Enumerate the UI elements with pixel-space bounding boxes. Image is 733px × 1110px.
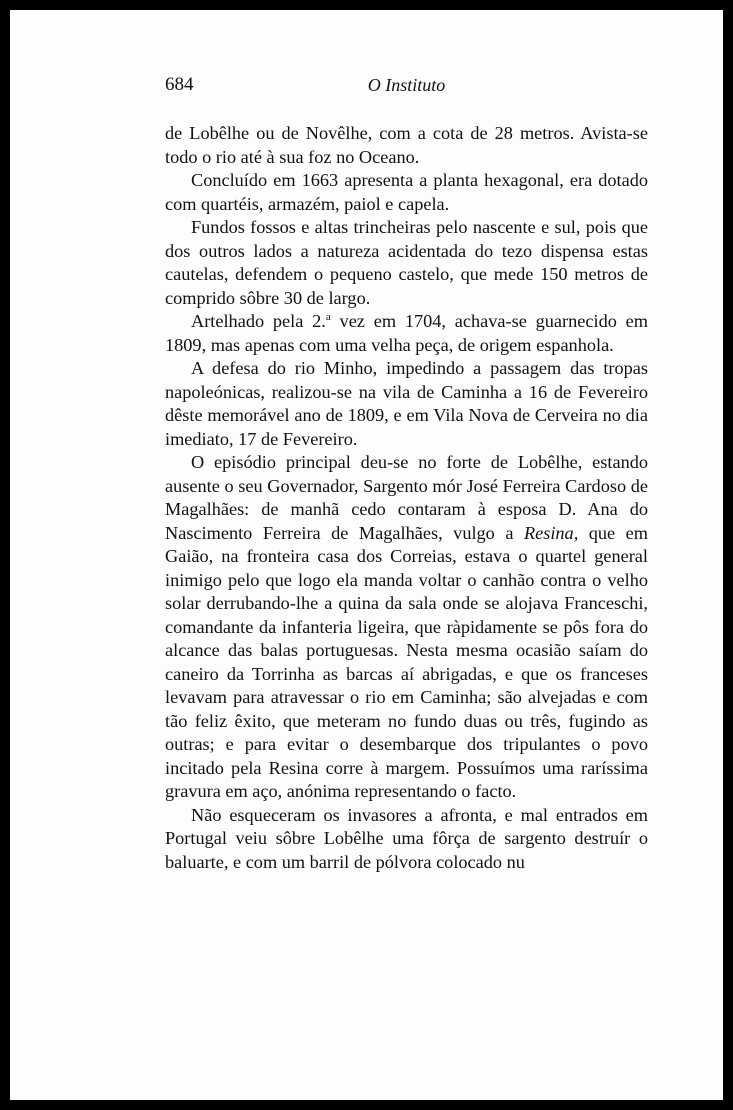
page-header — [165, 74, 648, 104]
paragraph — [165, 804, 648, 875]
paragraph — [165, 169, 648, 216]
text-run: Artelhado pela 2. — [191, 311, 326, 331]
text-run: Concluído em 1663 apresenta a planta hexagonal, era dotado com quartéis, armazém, paiol e capela. — [165, 170, 648, 214]
text-run: que em Gaião, na fronteira casa dos Correias, estava o quartel general inimigo pelo que logo ela manda voltar o canhão contra o velho solar derrubando-lhe a quina da sala onde se alojava Franceschi, comandante da infanteria ligeira, que ràpidamente se pôs fora do alcance das balas portuguesas. Nesta mesma ocasião saíam do caneiro da Torrinha as barcas aí abrigadas, e que os franceses levavam para atravessar o rio em Caminha; são alvejadas e com tão feliz êxito, que meteram no fundo duas ou três, fugindo as outras; e para evitar o desembarque dos tripulantes o povo incitado pela Resina corre à margem. Possuímos uma raríssima gravura em aço, anónima representando o facto. — [165, 522, 648, 801]
text-run: A defesa do rio Minho, impedindo a passagem das tropas napoleónicas, realizou-se na vila de Caminha a 16 de Fevereiro dêste memorável ano de 1809, e em Vila Nova de Cerveira no dia imediato, 17 de Fevereiro. — [165, 358, 648, 449]
book-page — [10, 10, 723, 1100]
paragraph — [165, 310, 648, 357]
paragraph — [165, 122, 648, 169]
text-run: de Lobêlhe ou de Novêlhe, com a cota de 28 metros. Avista-se todo o rio até à sua foz no Oceano. — [165, 123, 648, 167]
text-run: O episódio principal deu-se no forte de Lobêlhe, estando ausente o seu Governador, Sargento mór José Ferreira Cardoso de Magalhães: de manhã cedo contaram à esposa D. Ana do Nascimento Ferreira de Magalhães, vulgo a — [165, 452, 648, 543]
body-text — [165, 122, 648, 874]
running-title: O Instituto — [367, 75, 446, 95]
text-run: vez em 1704, achava-se guarnecido em 1809, mas apenas com uma velha peça, de origem espanhola. — [165, 311, 648, 355]
text-run: Não esqueceram os invasores a afronta, e mal entrados em Portugal veiu sôbre Lobêlhe uma fôrça de sargento destruír o baluarte, e com um barril de pólvora colocado nu — [165, 804, 648, 872]
paragraph — [165, 216, 648, 310]
superscript: a — [325, 310, 331, 323]
page-number: 684 — [165, 74, 194, 95]
italic-text: Resina, — [523, 522, 579, 543]
text-run: Fundos fossos e altas trincheiras pelo nascente e sul, pois que dos outros lados a natureza acidentada do tezo dispensa estas cautelas, defendem o pequeno castelo, que mede 150 metros de comprido sôbre 30 de largo. — [165, 217, 648, 308]
paragraph — [165, 451, 648, 804]
paragraph — [165, 357, 648, 451]
